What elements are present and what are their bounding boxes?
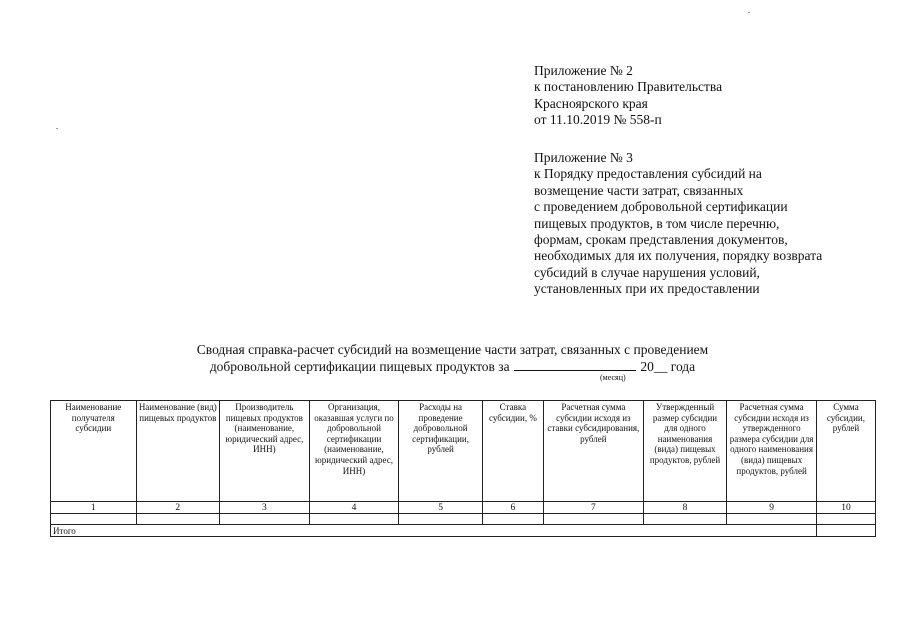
total-value-cell — [816, 525, 875, 537]
table-cell — [727, 514, 817, 525]
table-cell — [51, 514, 137, 525]
month-blank-field — [514, 358, 636, 371]
appendix-3-line: пищевых продуктов, в том числе перечню, — [534, 215, 780, 231]
header-certification-costs: Расходы на проведение добровольной сертификации, рублей — [399, 401, 483, 502]
month-hint: (месяц) — [600, 373, 626, 382]
header-calculated-by-approved: Расчетная сумма субсидии исходя из утвержденного размера субсидии для одного наименования (вида) пищевых продуктов, рублей — [727, 401, 817, 502]
column-number: 8 — [643, 502, 727, 514]
total-row — [51, 525, 876, 537]
header-certification-org: Организация, оказавшая услуги по добровольной сертификации (наименование, юридический адрес, ИНН) — [309, 401, 399, 502]
appendix-3-line: формам, срокам представления документов, — [534, 232, 788, 248]
appendix-3-line: к Порядку предоставления субсидий на — [534, 166, 762, 182]
column-number: 4 — [309, 502, 399, 514]
header-recipient-name: Наименование получателя субсидии — [51, 401, 137, 502]
appendix-3-line: с проведением добровольной сертификации — [534, 199, 788, 215]
appendix-2-line: к постановлению Правительства — [534, 79, 723, 95]
appendix-2-block — [534, 63, 722, 129]
table-cell — [136, 514, 220, 525]
table-cell — [643, 514, 727, 525]
column-number-row — [51, 502, 876, 514]
scan-speck — [748, 12, 750, 13]
table-cell — [399, 514, 483, 525]
column-number: 3 — [220, 502, 310, 514]
column-number: 2 — [136, 502, 220, 514]
column-number: 9 — [727, 502, 817, 514]
appendix-3-line: субсидий в случае нарушения условий, — [534, 264, 760, 280]
document-title — [0, 341, 905, 375]
column-number: 1 — [51, 502, 137, 514]
table-cell — [482, 514, 543, 525]
total-label: Итого — [51, 525, 817, 537]
table-row — [51, 514, 876, 525]
header-product-name: Наименование (вид) пищевых продуктов — [136, 401, 220, 502]
table-header-row — [51, 401, 876, 502]
appendix-3-line: установленных при их предоставлении — [534, 281, 760, 297]
appendix-2-line: Красноярского края — [534, 95, 648, 111]
column-number: 6 — [482, 502, 543, 514]
table-cell — [309, 514, 399, 525]
document-title-prefix: добровольной сертификации пищевых продуктов за — [209, 359, 510, 374]
table-cell — [543, 514, 643, 525]
header-subsidy-rate: Ставка субсидии, % — [482, 401, 543, 502]
document-title-suffix: 20__ года — [640, 359, 696, 374]
document-title-line-1: Сводная справка-расчет субсидий на возмещение части затрат, связанных с проведением — [196, 342, 709, 357]
appendix-2-line: Приложение № 2 — [534, 63, 633, 78]
appendix-3-line: необходимых для их получения, порядку возврата — [534, 248, 823, 264]
header-producer: Производитель пищевых продуктов (наименование, юридический адрес, ИНН) — [220, 401, 310, 502]
header-approved-amount: Утвержденный размер субсидии для одного наименования (вида) пищевых продуктов, рублей — [643, 401, 727, 502]
appendix-3-line: Приложение № 3 — [534, 150, 633, 165]
appendix-2-line: от 11.10.2019 № 558-п — [534, 112, 662, 128]
header-subsidy-sum: Сумма субсидии, рублей — [816, 401, 875, 502]
scan-speck — [56, 128, 58, 129]
column-number: 10 — [816, 502, 875, 514]
subsidy-table — [50, 400, 876, 537]
appendix-3-block — [534, 150, 822, 298]
column-number: 7 — [543, 502, 643, 514]
appendix-3-line: возмещение части затрат, связанных — [534, 182, 744, 198]
header-calculated-by-rate: Расчетная сумма субсидии исходя из ставки субсидирования, рублей — [543, 401, 643, 502]
column-number: 5 — [399, 502, 483, 514]
table-cell — [220, 514, 310, 525]
table-cell — [816, 514, 875, 525]
